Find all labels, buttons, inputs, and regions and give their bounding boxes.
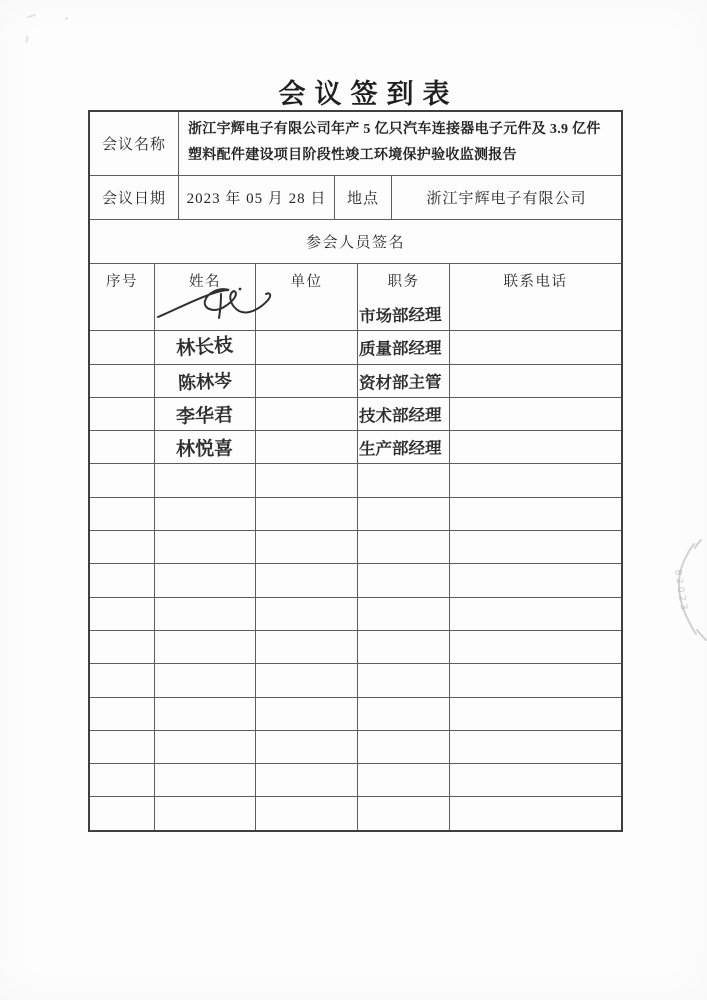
col-header-unit: 单位 xyxy=(255,264,357,297)
handwritten-name: 陈林岑 xyxy=(177,370,233,395)
cell-phone xyxy=(449,764,621,796)
cell-name xyxy=(154,564,255,596)
cell-phone xyxy=(449,698,621,730)
cell-name xyxy=(154,498,255,530)
signin-empty-row xyxy=(90,497,621,530)
col-header-title: 职务 xyxy=(357,264,449,297)
cell-title xyxy=(357,631,449,663)
cell-title xyxy=(357,331,449,363)
cell-phone xyxy=(449,797,621,829)
cell-unit xyxy=(255,498,357,530)
cell-name xyxy=(154,731,255,763)
handwritten-title: 技术部经理 xyxy=(358,405,442,426)
cell-no xyxy=(90,698,154,730)
signin-empty-row xyxy=(90,463,621,496)
cell-name xyxy=(154,531,255,563)
cell-title xyxy=(357,764,449,796)
cell-title xyxy=(357,598,449,630)
cell-phone xyxy=(449,531,621,563)
cell-phone xyxy=(449,598,621,630)
cell-name xyxy=(154,398,255,430)
signin-row xyxy=(90,364,621,397)
cell-name xyxy=(154,797,255,829)
cell-unit xyxy=(255,664,357,696)
meeting-date-row xyxy=(90,175,621,219)
signin-row xyxy=(90,397,621,430)
cell-no xyxy=(90,631,154,663)
cell-name xyxy=(154,365,255,397)
meeting-date-value: 2023 年 05 月 28 日 xyxy=(178,176,334,219)
cell-unit xyxy=(255,398,357,430)
scan-artifact xyxy=(65,17,68,20)
attendee-signature-section-row xyxy=(90,219,621,263)
cell-no xyxy=(90,331,154,363)
cell-no xyxy=(90,731,154,763)
cell-title xyxy=(357,464,449,496)
cell-no xyxy=(90,764,154,796)
cell-no xyxy=(90,797,154,829)
cell-name xyxy=(154,331,255,363)
cell-phone xyxy=(449,564,621,596)
signin-empty-row xyxy=(90,763,621,796)
cell-unit xyxy=(255,531,357,563)
page-title: 会议签到表 xyxy=(278,79,459,109)
scan-artifact xyxy=(27,14,36,19)
cell-unit xyxy=(255,365,357,397)
col-header-no: 序号 xyxy=(106,274,138,290)
meeting-name-label: 会议名称 xyxy=(101,137,166,153)
signin-empty-row xyxy=(90,563,621,596)
cell-title xyxy=(357,398,449,430)
cell-unit xyxy=(255,464,357,496)
cell-phone xyxy=(449,464,621,496)
cell-unit xyxy=(255,698,357,730)
col-header-name: 姓名 xyxy=(154,264,255,297)
cell-no xyxy=(90,398,154,430)
signin-row xyxy=(90,430,621,463)
cell-name xyxy=(154,764,255,796)
meeting-name-value: 浙江宇辉电子有限公司年产 5 亿只汽车连接器电子元件及 3.9 亿件塑料配件建设项目阶段性竣工环境保护验收监测报告 xyxy=(178,112,621,175)
location-value: 浙江宇辉电子有限公司 xyxy=(391,176,621,219)
cell-title xyxy=(357,698,449,730)
signin-empty-row xyxy=(90,597,621,630)
cell-no xyxy=(90,598,154,630)
signature-scribble xyxy=(155,284,287,330)
cell-unit xyxy=(255,731,357,763)
meeting-name-row xyxy=(90,112,621,175)
cell-phone xyxy=(449,431,621,463)
cell-name xyxy=(154,464,255,496)
cell-no xyxy=(90,365,154,397)
handwritten-name: 林悦喜 xyxy=(176,437,234,461)
cell-title xyxy=(357,498,449,530)
cell-phone xyxy=(449,498,621,530)
cell-title xyxy=(357,297,449,330)
cell-unit xyxy=(255,564,357,596)
seal-text: 82023 xyxy=(672,568,689,614)
signin-empty-row xyxy=(90,530,621,563)
meeting-date-label: 会议日期 xyxy=(101,191,166,207)
handwritten-title: 资材部主管 xyxy=(358,372,442,393)
cell-phone xyxy=(449,297,621,330)
cell-no xyxy=(90,531,154,563)
cell-unit xyxy=(255,598,357,630)
cell-no xyxy=(90,297,154,330)
signin-empty-row xyxy=(90,730,621,763)
cell-title xyxy=(357,531,449,563)
cell-title xyxy=(357,365,449,397)
cell-unit xyxy=(255,431,357,463)
cell-name xyxy=(154,431,255,463)
cell-name xyxy=(154,631,255,663)
cell-phone xyxy=(449,331,621,363)
cell-no xyxy=(90,431,154,463)
cell-no xyxy=(90,664,154,696)
handwritten-name: 林长枝 xyxy=(175,333,235,360)
cell-title xyxy=(357,564,449,596)
handwritten-name: 李华君 xyxy=(176,403,234,428)
signin-table-body xyxy=(90,297,621,830)
cell-phone xyxy=(449,631,621,663)
cell-title xyxy=(357,797,449,829)
cell-name xyxy=(154,297,255,330)
cell-no xyxy=(90,498,154,530)
cell-name xyxy=(154,598,255,630)
cell-phone xyxy=(449,731,621,763)
signin-row xyxy=(90,330,621,363)
cell-unit xyxy=(255,764,357,796)
cell-unit xyxy=(255,631,357,663)
cell-no xyxy=(90,564,154,596)
signin-empty-row xyxy=(90,697,621,730)
cell-name xyxy=(154,664,255,696)
section-title: 参会人员签名 xyxy=(305,235,405,251)
cell-no xyxy=(90,464,154,496)
scan-artifact xyxy=(25,36,29,43)
signin-row xyxy=(90,297,621,330)
cell-phone xyxy=(449,664,621,696)
cell-unit xyxy=(255,331,357,363)
cell-title xyxy=(357,431,449,463)
cell-phone xyxy=(449,365,621,397)
signin-empty-row xyxy=(90,663,621,696)
signin-table xyxy=(88,110,623,832)
cell-phone xyxy=(449,398,621,430)
signin-empty-row xyxy=(90,630,621,663)
location-label: 地点 xyxy=(334,176,391,219)
cell-title xyxy=(357,731,449,763)
handwritten-title: 质量部经理 xyxy=(358,338,442,360)
handwritten-title: 市场部经理 xyxy=(358,304,442,326)
cell-title xyxy=(357,664,449,696)
signin-empty-row xyxy=(90,796,621,829)
cell-unit xyxy=(255,797,357,829)
cell-name xyxy=(154,698,255,730)
seal-watermark xyxy=(648,538,707,642)
col-header-phone: 联系电话 xyxy=(449,264,621,297)
handwritten-title: 生产部经理 xyxy=(358,438,442,460)
